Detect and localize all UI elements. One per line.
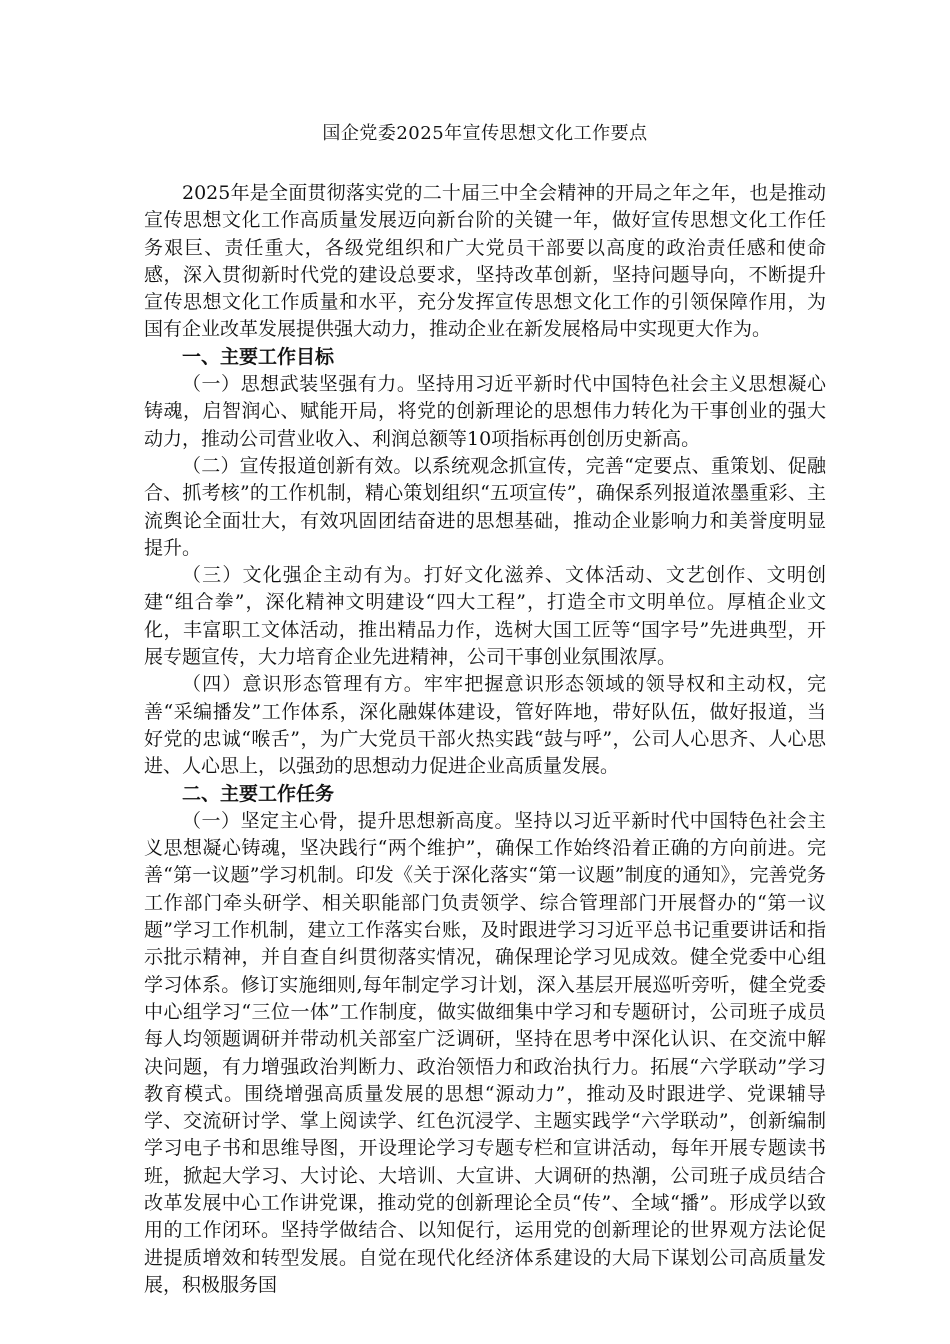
task-item-1: （一）坚定主心骨，提升思想新高度。坚持以习近平新时代中国特色社会主义思想凝心铸魂，坚决践行“两个维护”，确保工作始终沿着正确的方向前进。完善“第一议题”学习机制。印发《关于深化落实“第一议题”制度的通知》，完善党务工作部门牵头研学、相关职能部门负责领学、综合管理部门开展督办的“第一议题”学习工作机制，建立工作落实台账，及时跟进学习习近平总书记重要讲话和指示批示精神，并自查自纠贯彻落实情况，确保理论学习见成效。健全党委中心组学习体系。修订实施细则,每年制定学习计划，深入基层开展巡听旁听，健全党委中心组学习“三位一体”工作制度，做实做细集中学习和专题研讨，公司班子成员每人均领题调研并带动机关部室广泛调研，坚持在思考中深化认识、在交流中解决问题，有力增强政治判断力、政治领悟力和政治执行力。拓展“六学联动”学习教育模式。围绕增强高质量发展的思想“源动力”，推动及时跟进学、党课辅导学、交流研讨学、掌上阅读学、红色沉浸学、主题实践学“六学联动”，创新编制学习电子书和思维导图，开设理论学习专题专栏和宣讲活动，每年开展专题读书班，掀起大学习、大讨论、大培训、大宣讲、大调研的热潮，公司班子成员结合改革发展中心工作讲党课，推动党的创新理论全员“传”、全域“播”。形成学以致用的工作闭环。坚持学做结合、以知促行，运用党的创新理论的世界观方法论促进提质增效和转型发展。自觉在现代化经济体系建设的大局下谋划公司高质量发展，积极服务国 — [144, 809, 826, 1296]
goal-item-4: （四）意识形态管理有方。牢牢把握意识形态领域的领导权和主动权，完善“采编播发”工作体系，深化融媒体建设，管好阵地，带好队伍，做好报道，当好党的忠诚“喉舌”，为广大党员干部火热实践“鼓与呼”，公司人心思齐、人心思进、人心思上，以强劲的思想动力促进企业高质量发展。 — [144, 673, 826, 778]
goal-item-1: （一）思想武装坚强有力。坚持用习近平新时代中国特色社会主义思想凝心铸魂，启智润心、赋能开局，将党的创新理论的思想伟力转化为干事创业的强大动力，推动公司营业收入、利润总额等10项指标再创创历史新高。 — [144, 373, 826, 450]
section-heading-goals: 一、主要工作目标 — [182, 345, 335, 368]
intro-paragraph: 2025年是全面贯彻落实党的二十届三中全会精神的开局之年之年，也是推动宣传思想文化工作高质量发展迈向新台阶的关键一年，做好宣传思想文化工作任务艰巨、责任重大，各级党组织和广大党员干部要以高度的政治责任感和使命感，深入贯彻新时代党的建设总要求，坚持改革创新，坚持问题导向，不断提升宣传思想文化工作质量和水平，充分发挥宣传思想文化工作的引领保障作用，为国有企业改革发展提供强大动力，推动企业在新发展格局中实现更大作为。 — [144, 182, 826, 341]
goal-item-3: （三）文化强企主动有为。打好文化滋养、文体活动、文艺创作、文明创建“组合拳”，深化精神文明建设“四大工程”，打造全市文明单位。厚植企业文化，丰富职工文体活动，推出精品力作，选树大国工匠等“国字号”先进典型，开展专题宣传，大力培育企业先进精神，公司干事创业氛围浓厚。 — [144, 564, 826, 669]
section-heading-tasks: 二、主要工作任务 — [182, 782, 335, 805]
document-page — [144, 120, 826, 1299]
goal-item-2: （二）宣传报道创新有效。以系统观念抓宣传，完善“定要点、重策划、促融合、抓考核”的工作机制，精心策划组织“五项宣传”，确保系列报道浓墨重彩、主流舆论全面壮大，有效巩固团结奋进的思想基础，推动企业影响力和美誉度明显提升。 — [144, 454, 826, 559]
document-title: 国企党委2025年宣传思想文化工作要点 — [322, 123, 648, 144]
